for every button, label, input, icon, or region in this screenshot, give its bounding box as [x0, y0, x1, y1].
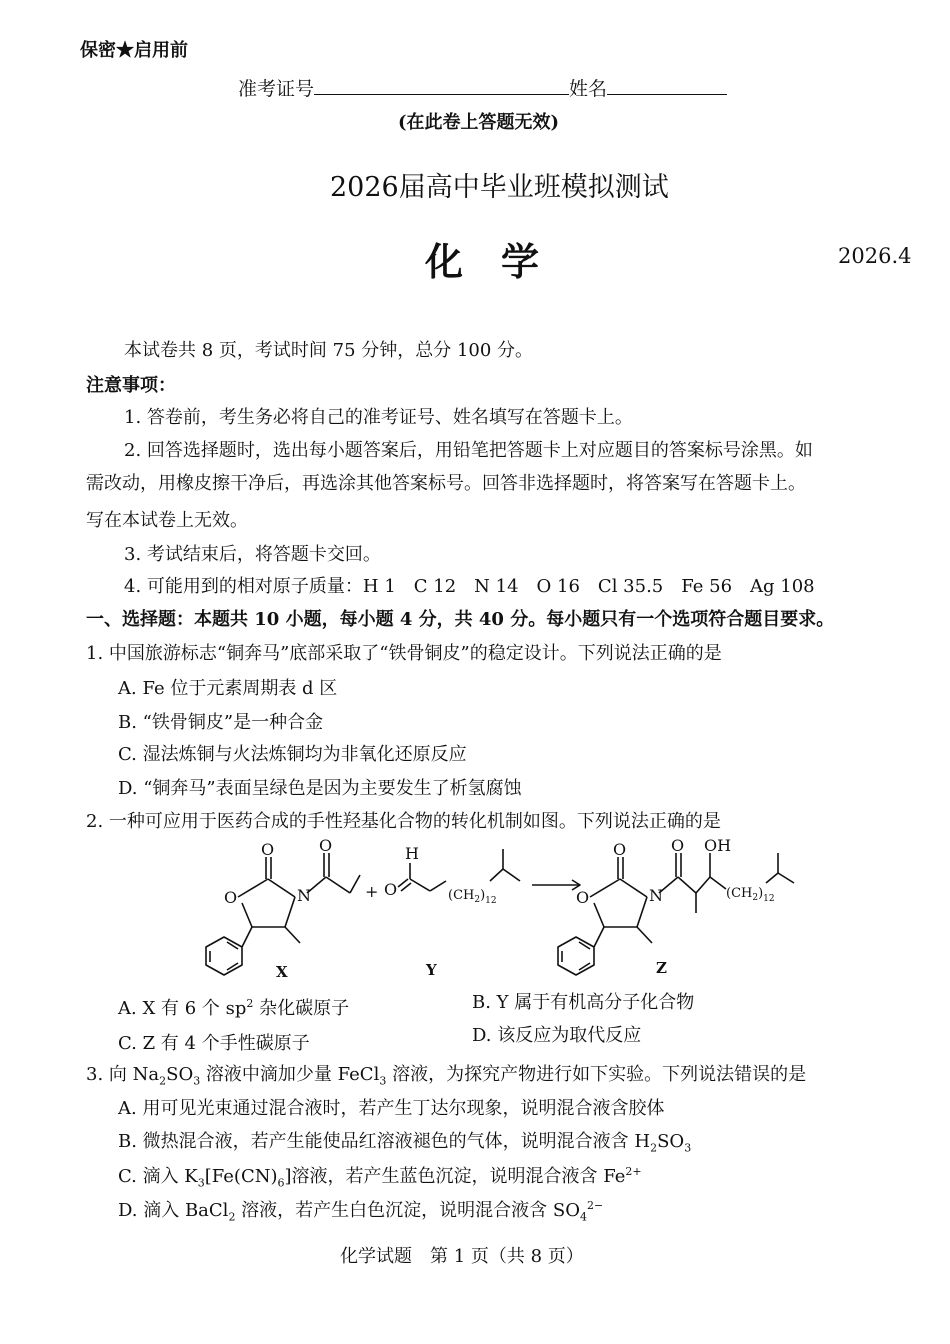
q3-option-d: D. 滴入 BaCl$_2$ 溶液，若产生白色沉淀，说明混合液含 $SO_4^{2-}$: [118, 1199, 604, 1224]
notice-item-2-end: 写在本试卷上无效。: [86, 510, 248, 531]
z-oh: OH: [704, 836, 732, 855]
label-z: Z: [656, 959, 667, 977]
q3-option-c: C. 滴入 $K_3[Fe(CN)_6]$溶液，若产生蓝色沉淀，说明混合液含 $Fe^{2+}$: [118, 1165, 642, 1190]
z-acyl-o: O: [671, 836, 685, 855]
notice-title: 注意事项：: [86, 375, 176, 396]
y-o: O: [384, 880, 398, 899]
notice-item-2-cont: 需改动，用橡皮擦干净后，再选涂其他答案标号。回答非选择题时，将答案写在答题卡上。: [86, 473, 806, 494]
q2-option-d: D. 该反应为取代反应: [472, 1025, 642, 1046]
page-footer: 化学试题 第 1 页（共 8 页）: [340, 1246, 584, 1267]
exam-summary: 本试卷共 8 页，考试时间 75 分钟，总分 100 分。: [124, 340, 534, 361]
notice-item-2: 2. 回答选择题时，选出每小题答案后，用铅笔把答题卡上对应题目的答案标号涂黑。如: [124, 440, 813, 461]
confidential-label: 保密★启用前: [80, 40, 188, 61]
x-acyl-o: O: [319, 836, 333, 855]
y-ch2-group: $(CH_2)_{12}$: [448, 888, 497, 906]
reaction-scheme: [200, 835, 800, 985]
q3-option-a: A. 用可见光束通过混合液时，若产生丁达尔现象，说明混合液含胶体: [118, 1098, 665, 1119]
exam-id-blank: [314, 76, 569, 95]
z-ring-n: N: [649, 886, 663, 905]
page-title: 2026届高中毕业班模拟测试: [330, 172, 669, 203]
subject-title: 化 学: [425, 239, 540, 284]
notice-item-4: 4. 可能用到的相对原子质量：H 1 C 12 N 14 O 16 Cl 35.5 Fe 56 Ag 108: [124, 576, 815, 597]
x-ring-n: N: [297, 886, 311, 905]
x-ring-o: O: [224, 888, 238, 907]
q3-option-b: B. 微热混合液，若产生能使品红溶液褪色的气体，说明混合液含 $H_2SO_3$: [118, 1131, 692, 1155]
q1-option-b: B. “铁骨铜皮”是一种合金: [118, 712, 324, 733]
q1-option-a: A. Fe 位于元素周期表 d 区: [118, 678, 338, 699]
name-blank: [607, 76, 727, 95]
invalid-note: (在此卷上答题无效): [398, 112, 560, 133]
section-heading: 一、选择题：本题共 10 小题，每小题 4 分，共 40 分。每小题只有一个选项符合题目要求。: [86, 609, 835, 630]
z-ch2-group: $(CH_2)_{12}$: [726, 886, 775, 904]
z-carbonyl-o: O: [613, 840, 627, 859]
exam-id-row: [238, 76, 727, 100]
notice-item-1: 1. 答卷前，考生务必将自己的准考证号、姓名填写在答题卡上。: [124, 407, 633, 428]
q1-option-d: D. “铜奔马”表面呈绿色是因为主要发生了析氢腐蚀: [118, 778, 522, 799]
q1-option-c: C. 湿法炼铜与火法炼铜均为非氧化还原反应: [118, 744, 467, 765]
label-y: Y: [426, 961, 437, 979]
x-carbonyl-o: O: [261, 840, 275, 859]
exam-date: 2026.4: [838, 244, 912, 268]
q2-stem: 2. 一种可应用于医药合成的手性羟基化合物的转化机制如图。下列说法正确的是: [86, 811, 721, 832]
q2-option-c: C. Z 有 4 个手性碳原子: [118, 1033, 310, 1054]
exam-id-label: 准考证号: [238, 78, 315, 100]
z-ring-o: O: [576, 888, 590, 907]
y-h: H: [405, 844, 419, 863]
name-label: 姓名: [569, 78, 608, 100]
label-x: X: [276, 963, 288, 981]
q2-option-b: B. Y 属于有机高分子化合物: [472, 992, 695, 1013]
q2-option-a: A. X 有 6 个 $sp^2$ 杂化碳原子: [118, 997, 350, 1019]
q3-stem: 3. 向 $Na_2SO_3$ 溶液中滴加少量 FeCl$_3$ 溶液，为探究产物进行如下实验。下列说法错误的是: [86, 1064, 807, 1088]
notice-item-3: 3. 考试结束后，将答题卡交回。: [124, 544, 381, 565]
q1-stem: 1. 中国旅游标志“铜奔马”底部采取了“铁骨铜皮”的稳定设计。下列说法正确的是: [86, 643, 722, 664]
plus-sign: +: [365, 882, 379, 901]
